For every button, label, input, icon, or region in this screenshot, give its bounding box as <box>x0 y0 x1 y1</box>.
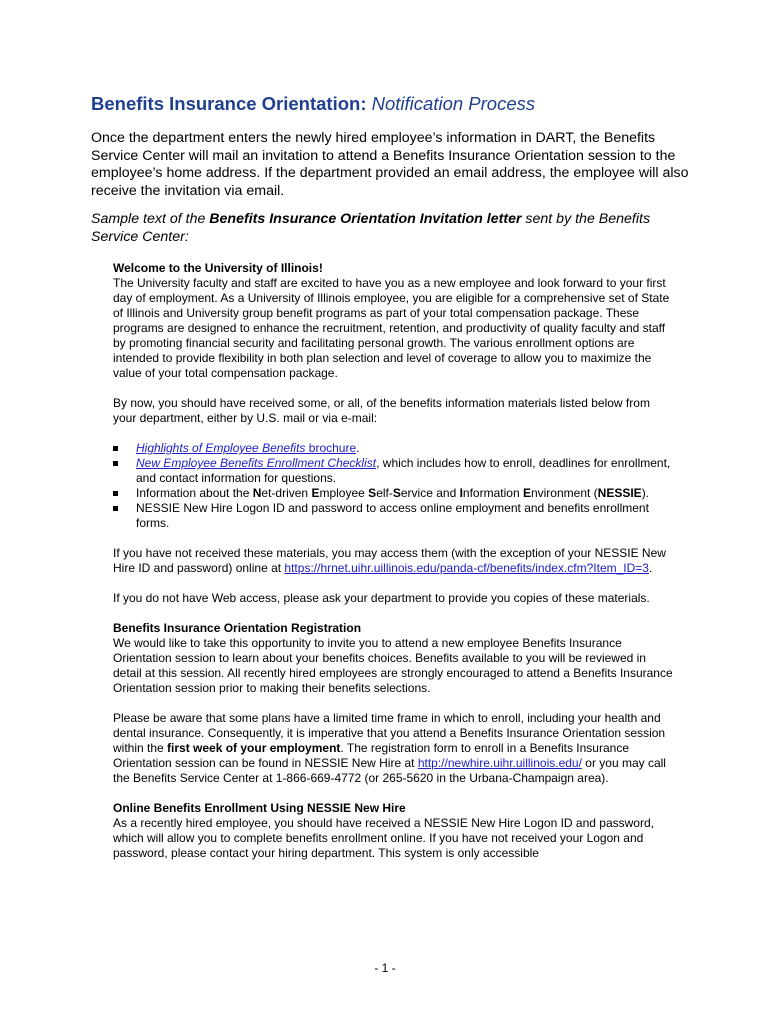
list-item <box>113 456 673 486</box>
highlights-link[interactable]: Highlights of Employee Benefits <box>136 441 306 455</box>
sample-bold: Benefits Insurance Orientation Invitation letter <box>209 211 522 227</box>
aware-text: or you may call the Benefits Service Center at 1-866-669-4772 (or 265-5620 in the Urbana-Champaign area). <box>113 756 666 785</box>
intro-paragraph: Once the department enters the newly hired employee’s information in DART, the Benefits Service Center will mail an invitation to attend a Benefits Insurance Orientation session to the employee’s home address. If the department provided an email address, the employee will also receive the invitation via email. <box>91 130 689 199</box>
list-item-text: , which includes how to enroll, deadlines for enrollment, and contact information for questions. <box>136 456 671 485</box>
newhire-link[interactable]: http://newhire.uihr.uillinois.edu/ <box>417 756 582 770</box>
nessie-acronym: NESSIE <box>597 486 642 500</box>
list-item-text: nformation <box>462 486 523 500</box>
acronym-letter: I <box>459 486 463 500</box>
list-item-text: elf- <box>376 486 393 500</box>
bullet-icon <box>113 461 118 466</box>
list-item <box>113 501 673 531</box>
list-item <box>113 441 673 456</box>
acronym-letter: S <box>368 486 377 500</box>
no-web-paragraph: If you do not have Web access, please ask your department to provide you copies of these materials. <box>113 591 650 605</box>
welcome-section <box>113 261 673 381</box>
hrnet-link[interactable]: https://hrnet.uihr.uillinois.edu/panda-cf/benefits/index.cfm?Item_ID=3 <box>284 561 649 575</box>
online-section <box>113 801 673 861</box>
sample-post: sent by the Benefits Service Center: <box>91 211 651 245</box>
acronym-letter: N <box>252 486 262 500</box>
list-item-text: nvironment ( <box>530 486 598 500</box>
acronym-letter: S <box>392 486 401 500</box>
acronym-letter: E <box>522 486 531 500</box>
materials-intro: By now, you should have received some, or all, of the benefits information materials listed below from your department, either by U.S. mail or via e-mail: <box>113 396 650 425</box>
welcome-body: The University faculty and staff are excited to have you as a new employee and look forward to your first day of employment. As a University of Illinois employee, you are eligible for a comprehensive set of State of Illinois and University group benefit programs as part of your total compensation package. These programs are designed to enhance the recruitment, retention, and productivity of quality faculty and staff by promoting financial security and facilitating personal growth. The various enrollment options are intended to provide flexibility in both plan selection and level of coverage to allow you to maximize the value of your total compensation package. <box>113 276 670 380</box>
materials-list <box>113 441 673 531</box>
title-italic: Notification Process <box>371 93 536 114</box>
list-item-text: Information about the <box>136 486 253 500</box>
aware-text: . The registration form to enroll in a Benefits Insurance Orientation session can be found in NESSIE New Hire at <box>113 741 629 770</box>
bullet-icon <box>113 506 118 511</box>
first-week-emphasis: first week of your employment <box>167 741 341 755</box>
letter-body <box>113 261 673 876</box>
acronym-letter: E <box>311 486 320 500</box>
page-title <box>91 92 535 116</box>
aware-paragraph <box>113 711 673 786</box>
list-item-text: NESSIE New Hire Logon ID and password to access online employment and benefits enrollment forms. <box>136 501 649 530</box>
bullet-icon <box>113 491 118 496</box>
list-item-text: et-driven <box>261 486 312 500</box>
aware-text: Please be aware that some plans have a limited time frame in which to enroll, including your health and dental insurance. Consequently, it is imperative that you attend a Benefits Insurance Orientation session within the <box>113 711 666 755</box>
list-item-text: ervice and <box>400 486 460 500</box>
access-end: . <box>648 561 653 575</box>
registration-body: We would like to take this opportunity to invite you to attend a new employee Benefits Insurance Orientation session to learn about your benefits choices. Benefits available to you will be reviewed in detail at this session. All recently hired employees are strongly encouraged to attend a Benefits Insurance Orientation session prior to making their benefits selections. <box>113 636 673 695</box>
registration-heading: Benefits Insurance Orientation Registration <box>113 621 362 635</box>
list-item-text: ). <box>641 486 650 500</box>
brochure-link[interactable]: brochure <box>305 441 357 455</box>
online-body: As a recently hired employee, you should have received a NESSIE New Hire Logon ID and password, which will allow you to complete benefits enrollment online. If you have not received your Logon and password, please contact your hiring department. This system is only accessible <box>113 816 654 860</box>
list-item <box>113 486 673 501</box>
sample-pre: Sample text of the <box>91 211 210 227</box>
welcome-heading: Welcome to the University of Illinois! <box>113 261 323 275</box>
title-bold: Benefits Insurance Orientation: <box>91 93 367 114</box>
list-item-text: . <box>356 441 360 455</box>
sample-caption <box>91 211 691 246</box>
online-heading: Online Benefits Enrollment Using NESSIE New Hire <box>113 801 406 815</box>
bullet-icon <box>113 446 118 451</box>
list-item-text: mployee <box>319 486 369 500</box>
access-paragraph <box>113 546 673 576</box>
access-text: If you have not received these materials, you may access them (with the exception of your NESSIE New Hire ID and password) online at <box>113 546 666 575</box>
checklist-link[interactable]: New Employee Benefits Enrollment Checklist <box>136 456 377 470</box>
page-number: - 1 - <box>374 961 396 975</box>
registration-section <box>113 621 673 696</box>
